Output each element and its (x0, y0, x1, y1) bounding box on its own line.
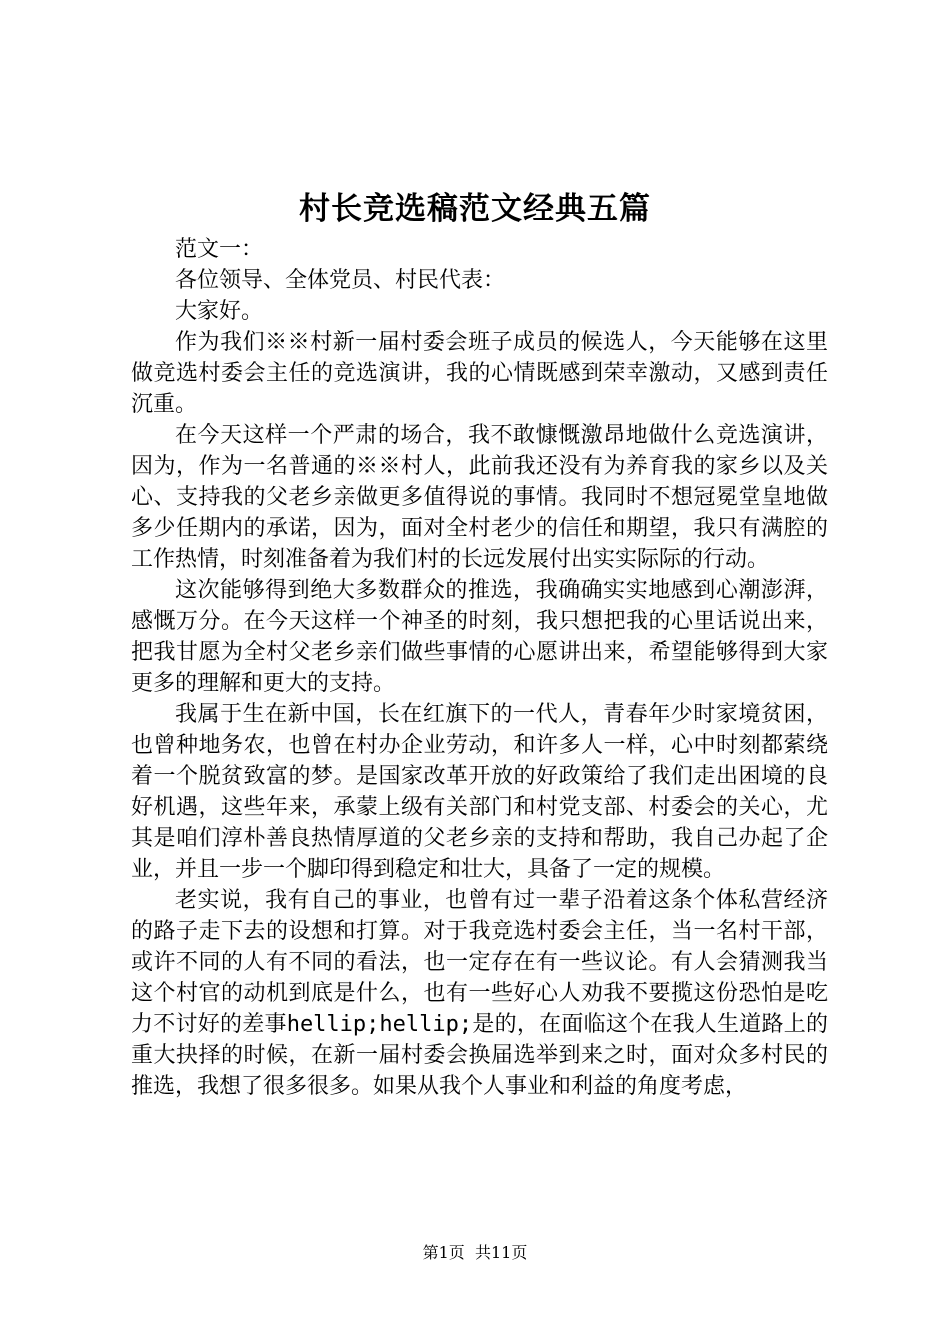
document-body (131, 234, 828, 1102)
footer-spacer (465, 1243, 475, 1262)
page-total: 共11页 (474, 1243, 528, 1262)
paragraph: 大家好。 (175, 299, 264, 324)
page-number: 第1页 (422, 1243, 465, 1262)
paragraph: 在今天这样一个严肃的场合，我不敢慷慨激昂地做什么竞选演讲，因为，作为一名普通的※※村人，此前我还没有为养育我的家乡以及关心、支持我的父老乡亲做更多值得说的事情。我同时不想冠冕堂皇地做多少任期内的承诺，因为，面对全村老少的信任和期望，我只有满腔的工作热情，时刻准备着为我们村的长远发展付出实实际际的行动。 (131, 423, 828, 572)
paragraph: 老实说，我有自己的事业，也曾有过一辈子沿着这条个体私营经济的路子走下去的设想和打算。对于我竞选村委会主任，当一名村干部，或许不同的人有不同的看法，也一定存在有一些议论。有人会猜测我当这个村官的动机到底是什么，也有一些好心人劝我不要揽这份恐怕是吃力不讨好的差事hellip;hellip;是的，在面临这个在我人生道路上的重大抉择的时候，在新一届村委会换届选举到来之时，面对众多村民的推选，我想了很多很多。如果从我个人事业和利益的角度考虑， (131, 888, 828, 1099)
paragraph: 这次能够得到绝大多数群众的推选，我确确实实地感到心潮澎湃，感慨万分。在今天这样一个神圣的时刻，我只想把我的心里话说出来，把我甘愿为全村父老乡亲们做些事情的心愿讲出来，希望能够得到大家更多的理解和更大的支持。 (131, 578, 828, 696)
paragraph: 我属于生在新中国，长在红旗下的一代人，青春年少时家境贫困，也曾种地务农，也曾在村办企业劳动，和许多人一样，心中时刻都萦绕着一个脱贫致富的梦。是国家改革开放的好政策给了我们走出困境的良好机遇，这些年来，承蒙上级有关部门和村党支部、村委会的关心，尤其是咱们淳朴善良热情厚道的父老乡亲的支持和帮助，我自己办起了企业，并且一步一个脚印得到稳定和壮大，具备了一定的规模。 (131, 702, 828, 882)
page-footer (0, 1242, 950, 1264)
paragraph: 各位领导、全体党员、村民代表： (175, 268, 506, 293)
document-title: 村长竞选稿范文经典五篇 (299, 191, 651, 227)
paragraph: 作为我们※※村新一届村委会班子成员的候选人，今天能够在这里做竞选村委会主任的竞选演讲，我的心情既感到荣幸激动，又感到责任沉重。 (131, 330, 828, 417)
paragraph: 范文一： (175, 237, 264, 262)
